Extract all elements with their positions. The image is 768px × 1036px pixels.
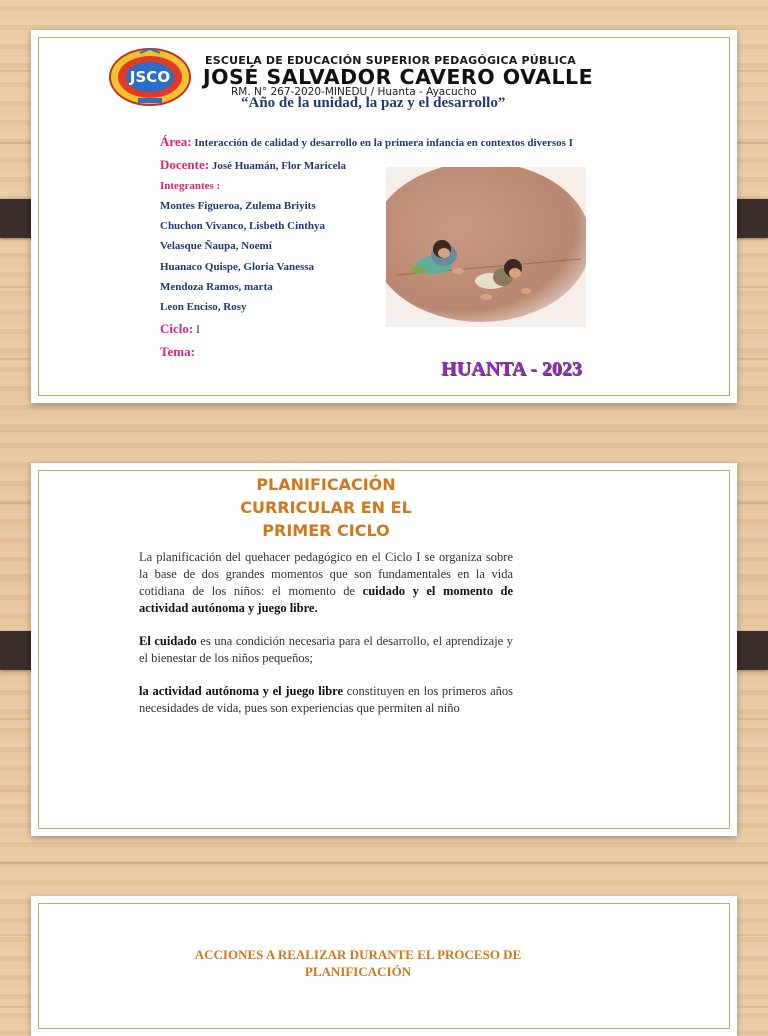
docente-value: José Huamán, Flor Maricela bbox=[211, 160, 347, 172]
paragraph bbox=[139, 633, 513, 667]
integrantes-line bbox=[160, 180, 220, 192]
paragraph-text: La planificación del quehacer pedagógico en el Ciclo I se organiza sobre la base de dos grandes momentos que son fundamentales en la vida cotidiana de los niños: el momento de bbox=[139, 550, 513, 598]
ciclo-line bbox=[160, 321, 200, 337]
member-name: Huanaco Quispe, Gloria Vanessa bbox=[160, 261, 315, 273]
integrantes-label: Integrantes : bbox=[160, 180, 221, 192]
paragraph-text: es una condición necesaria para el desarrollo, el aprendizaje y el bienestar de los niños pequeños; bbox=[139, 634, 514, 665]
babies-crawling-illustration bbox=[386, 167, 586, 327]
paragraph bbox=[139, 683, 513, 717]
docente-line bbox=[160, 157, 346, 173]
bold-text: la actividad autónoma y el juego libre bbox=[139, 684, 344, 698]
location-year: HUANTA - 2023 bbox=[441, 358, 582, 380]
school-title: JOSÉ SALVADOR CAVERO OVALLE bbox=[203, 65, 594, 89]
slide-planificacion bbox=[31, 463, 737, 836]
docente-label: Docente: bbox=[160, 157, 210, 172]
slide-title: ACCIONES A REALIZAR DURANTE EL PROCESO DE PLANIFICACIÓN bbox=[194, 947, 522, 979]
member-name: Chuchon Vivanco, Lisbeth Cinthya bbox=[160, 220, 326, 232]
ciclo-value: I bbox=[195, 322, 200, 336]
bold-text: momento de actividad autónoma y juego libre. bbox=[139, 584, 513, 615]
member-name: Mendoza Ramos, marta bbox=[160, 281, 273, 293]
area-value: Interacción de calidad y desarrollo en la primera infancia en contextos diversos I bbox=[194, 137, 573, 149]
year-motto: “Año de la unidad, la paz y el desarrollo” bbox=[241, 95, 506, 111]
ciclo-label: Ciclo: bbox=[160, 321, 194, 336]
paragraph-text: constituyen en los primeros años necesidades de vida, pues son experiencias que permiten al niño bbox=[139, 684, 513, 715]
school-resolution: RM. N° 267-2020-MINEDU / Huanta - Ayacucho bbox=[231, 86, 477, 98]
tema-line bbox=[160, 344, 195, 360]
slide-title: PLANIFICACIÓN CURRICULAR EN EL PRIMER CICLO bbox=[240, 475, 412, 540]
bold-text: y el bbox=[405, 584, 443, 598]
tema-label: Tema: bbox=[160, 344, 195, 359]
slide-body bbox=[139, 549, 513, 733]
school-name: ESCUELA DE EDUCACIÓN SUPERIOR PEDAGÓGICA PÚBLICA bbox=[205, 54, 576, 67]
paragraph bbox=[139, 549, 513, 617]
member-name: Leon Enciso, Rosy bbox=[160, 301, 247, 313]
area-line bbox=[160, 134, 573, 150]
member-name: Montes Figueroa, Zulema Briyits bbox=[160, 200, 316, 212]
slide-cover bbox=[31, 30, 737, 403]
member-name: Velasque Ñaupa, Noemí bbox=[160, 240, 272, 252]
logo-text: JSCO bbox=[129, 68, 171, 86]
bold-text: El cuidado bbox=[139, 634, 197, 648]
slide-acciones bbox=[31, 896, 737, 1036]
area-label: Área: bbox=[160, 134, 192, 149]
school-logo bbox=[108, 47, 192, 107]
bold-text: cuidado bbox=[362, 584, 406, 598]
